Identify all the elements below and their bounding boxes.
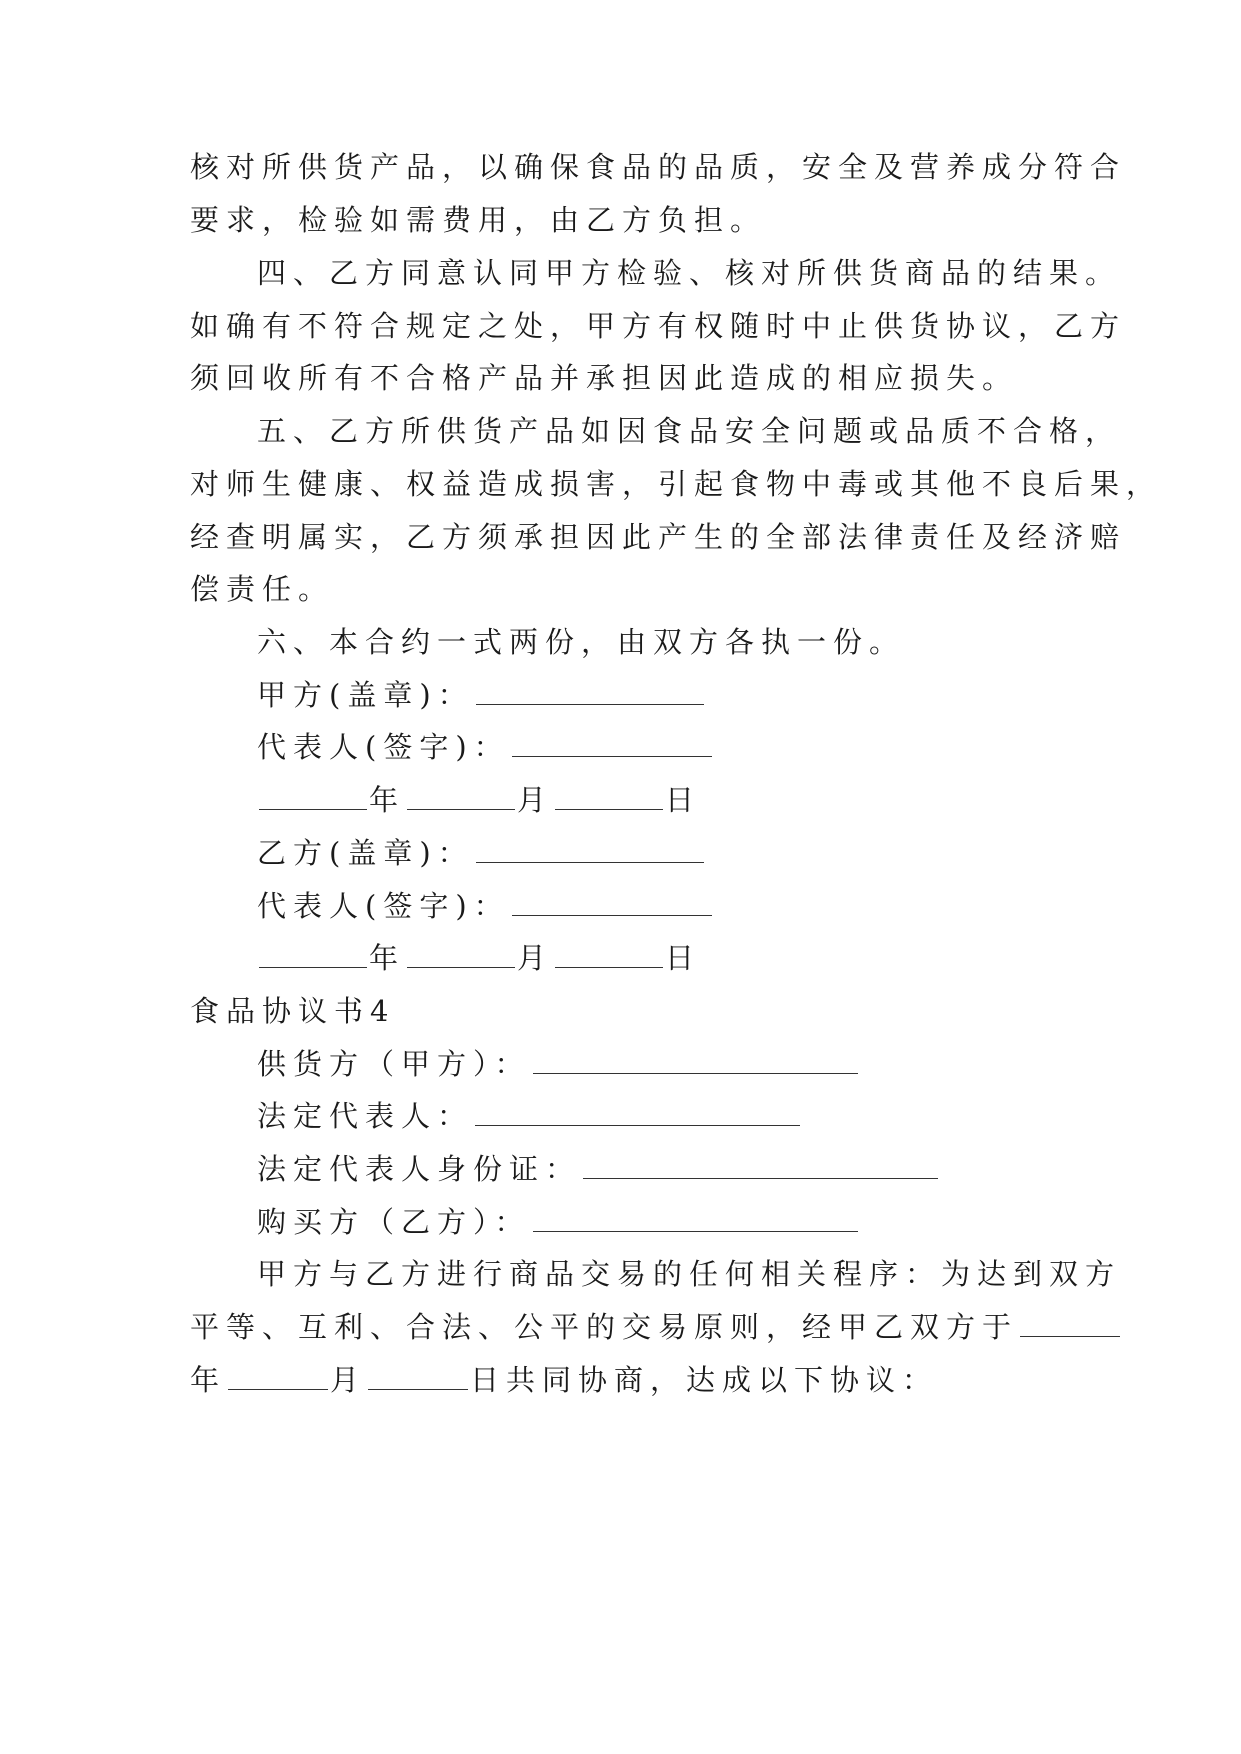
intro-line-3-text: 日共同协商，达成以下协议：: [470, 1363, 939, 1397]
party-b-rep-label: 代表人(签字)：: [257, 889, 510, 923]
party-a-month-label: 月: [517, 783, 554, 817]
party-b-year-blank: [259, 939, 367, 968]
legal-rep-label: 法定代表人：: [257, 1099, 474, 1133]
intro-line-1: 甲方与乙方进行商品交易的任何相关程序：为达到双方: [257, 1257, 1122, 1291]
party-b-date-row: [257, 938, 701, 978]
clause-4-line-2: 如确有不符合规定之处，甲方有权随时中止供货协议，乙方: [190, 309, 1127, 343]
intro-year-label: 年: [190, 1363, 227, 1397]
intro-month-label: 月: [330, 1363, 367, 1397]
party-a-rep-blank: [512, 728, 712, 757]
supplier-blank: [533, 1045, 858, 1074]
intro-line-2-text: 平等、互利、合法、公平的交易原则，经甲乙双方于: [190, 1310, 1019, 1344]
intro-line-2: [190, 1307, 1122, 1347]
buyer-row: [257, 1202, 860, 1242]
section-title: 食品协议书4: [190, 994, 396, 1028]
buyer-label: 购买方（乙方）：: [257, 1205, 531, 1239]
party-a-date-row: [257, 780, 701, 820]
clause-6-line: 六、本合约一式两份，由双方各执一份。: [257, 625, 906, 659]
party-b-day-blank: [555, 939, 663, 968]
clause-5-line-2: 对师生健康、权益造成损害，引起食物中毒或其他不良后果，: [190, 467, 1163, 501]
intro-month-blank: [228, 1361, 328, 1390]
party-b-month-blank: [407, 939, 515, 968]
party-b-seal-row: [257, 833, 706, 873]
intro-line-3: [190, 1360, 938, 1400]
intro-day-blank: [368, 1361, 468, 1390]
party-b-seal-label: 乙方(盖章)：: [257, 836, 474, 870]
body-line-2: 要求，检验如需费用，由乙方负担。: [190, 203, 767, 237]
party-a-day-label: 日: [665, 783, 702, 817]
party-b-seal-blank: [476, 834, 704, 863]
party-a-year-label: 年: [369, 783, 406, 817]
clause-4-line-3: 须回收所有不合格产品并承担因此造成的相应损失。: [190, 361, 1019, 395]
body-line-1: 核对所供货产品，以确保食品的品质，安全及营养成分符合: [190, 150, 1127, 184]
party-a-seal-row: [257, 675, 706, 715]
party-a-seal-label: 甲方(盖章)：: [257, 678, 474, 712]
legal-rep-id-label: 法定代表人身份证：: [257, 1152, 582, 1186]
clause-4-line-1: 四、乙方同意认同甲方检验、核对所供货商品的结果。: [257, 256, 1122, 290]
legal-rep-id-blank: [583, 1150, 938, 1179]
party-b-month-label: 月: [517, 941, 554, 975]
party-b-rep-row: [257, 886, 714, 926]
party-b-year-label: 年: [369, 941, 406, 975]
party-b-rep-blank: [512, 887, 712, 916]
supplier-row: [257, 1044, 860, 1084]
party-b-day-label: 日: [665, 941, 702, 975]
buyer-blank: [533, 1203, 858, 1232]
party-a-month-blank: [407, 781, 515, 810]
clause-5-line-4: 偿责任。: [190, 572, 335, 606]
party-a-seal-blank: [476, 676, 704, 705]
legal-rep-id-row: [257, 1149, 940, 1189]
intro-date-year-blank: [1020, 1308, 1120, 1337]
clause-5-line-3: 经查明属实，乙方须承担因此产生的全部法律责任及经济赔: [190, 520, 1127, 554]
supplier-label: 供货方（甲方）：: [257, 1047, 531, 1081]
legal-rep-blank: [475, 1097, 800, 1126]
legal-rep-row: [257, 1096, 802, 1136]
party-a-year-blank: [259, 781, 367, 810]
clause-5-line-1: 五、乙方所供货产品如因食品安全问题或品质不合格，: [257, 414, 1122, 448]
party-a-rep-label: 代表人(签字)：: [257, 730, 510, 764]
party-a-day-blank: [555, 781, 663, 810]
party-a-rep-row: [257, 727, 714, 767]
